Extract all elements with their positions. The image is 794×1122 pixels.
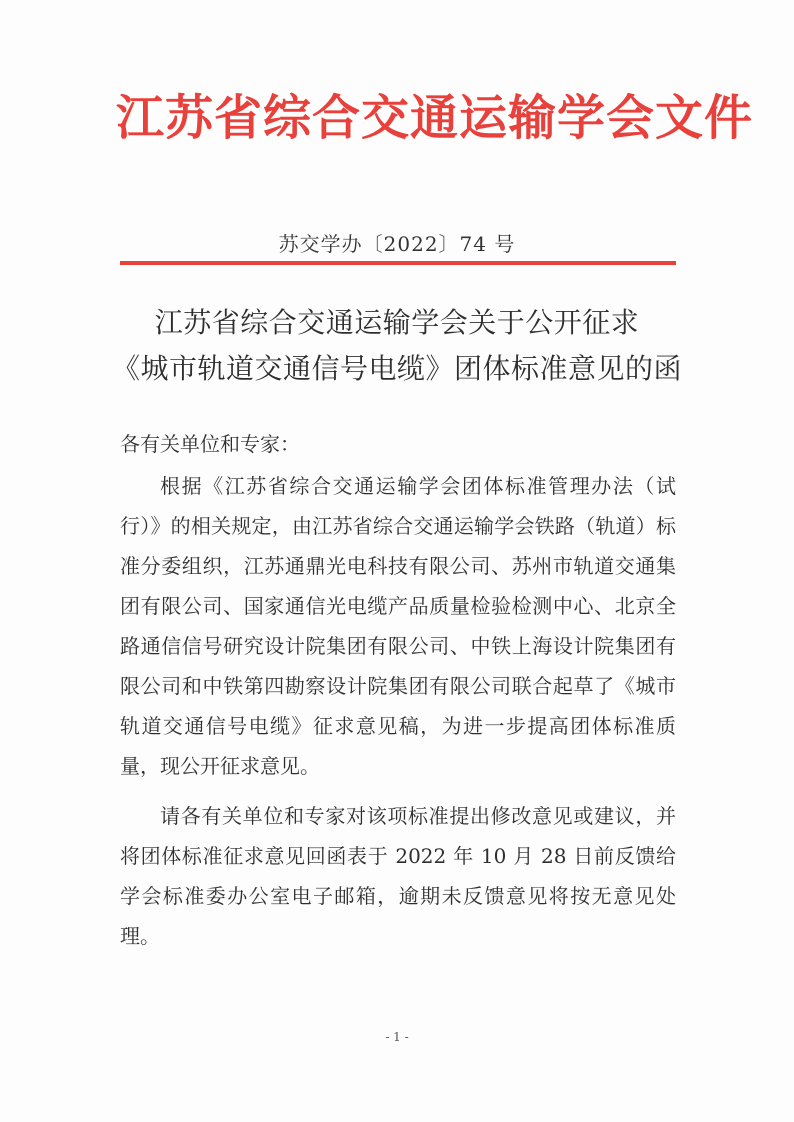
body-paragraph: 请各有关单位和专家对该项标准提出修改意见或建议，并将团体标准征求意见回函表于 2022 年 10 月 28 日前反馈给学会标准委办公室电子邮箱，逾期未反馈意见将按无意见处理。 bbox=[120, 804, 676, 948]
red-divider-line bbox=[120, 261, 676, 265]
body-paragraph: 根据《江苏省综合交通运输学会团体标准管理办法（试行）》的相关规定，由江苏省综合交通运输学会铁路（轨道）标准分委组织，江苏通鼎光电科技有限公司、苏州市轨道交通集团有限公司、国家通信光电缆产品质量检验检测中心、北京全路通信信号研究设计院集团有限公司、中铁上海设计院集团有限公司和中铁第四勘察设计院集团有限公司联合起草了《城市轨道交通信号电缆》征求意见稿，为进一步提高团体标准质量，现公开征求意见。 bbox=[120, 474, 676, 778]
document-body bbox=[120, 424, 676, 956]
salutation: 各有关单位和专家： bbox=[120, 432, 300, 456]
document-title bbox=[0, 300, 794, 392]
title-line-2: 《城市轨道交通信号电缆》团体标准意见的函 bbox=[111, 352, 682, 385]
page-number: - 1 - bbox=[385, 1030, 409, 1044]
title-line-1: 江苏省综合交通运输学会关于公开征求 bbox=[154, 306, 640, 339]
document-number: 苏交学办〔2022〕74 号 bbox=[278, 232, 516, 256]
issuer-header-title: 江苏省综合交通运输学会文件 bbox=[116, 90, 754, 146]
